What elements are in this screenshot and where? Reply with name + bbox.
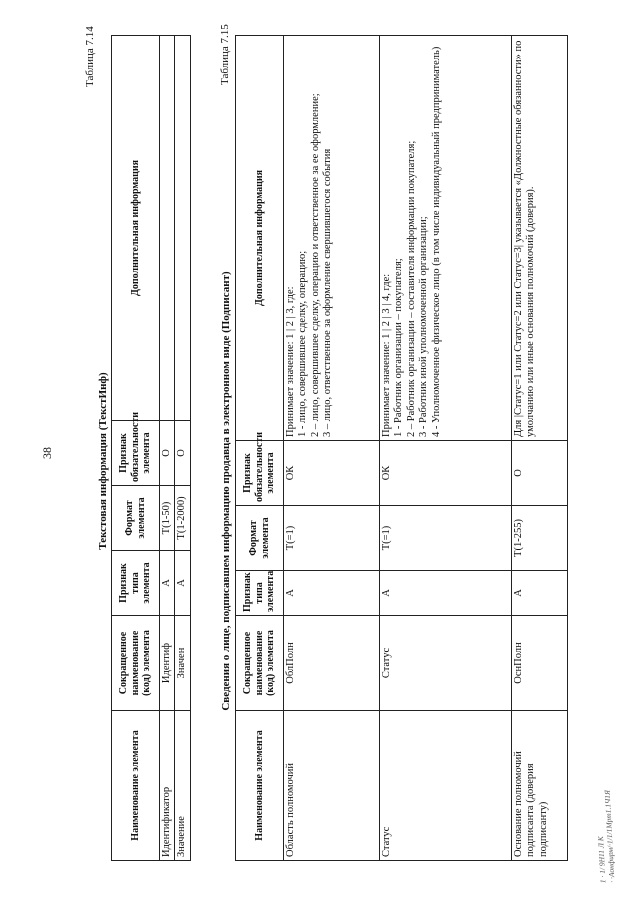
cell-format: Т(=1) [284,506,380,571]
cell-format: Т(1-2000) [175,486,190,551]
cell-info [175,36,190,421]
handwritten-footnote: 1 · 1/ 9Н11 Л К · ·Аонфирм/·1/1/1Мрт1.1Ч1Я [595,789,617,884]
header-code: Сокращенное наименование (код) элемента [112,616,160,711]
cell-name: Область полномочий [284,711,380,861]
cell-code: Значен [175,616,190,711]
cell-type: А [380,571,512,616]
cell-name: Основание полномочий подписанта (доверия подписанту) [512,711,568,861]
cell-required: О [160,421,175,486]
cell-required: ОК [380,441,512,506]
cell-type: А [160,551,175,616]
header-type: Признак типа элемента [112,551,160,616]
cell-info: Принимает значение: 1 | 2 | 3 | 4, где: 1 - Работник организации – покупателя; 2 – Работник организации – составителя информации покупателя; 3 - Работник иной уполномоченной организации; 4 - Уполномоченное физическое лицо (в том числе индивидуальный предприниматель) [380,36,512,441]
cell-code: Идентиф [160,616,175,711]
table-row [512,36,568,861]
table-header-row [112,36,160,861]
cell-required: ОК [284,441,380,506]
cell-format: Т(1-50) [160,486,175,551]
table-header-row [236,36,284,861]
cell-required: О [512,441,568,506]
table-row [175,36,190,861]
header-format: Формат элемента [112,486,160,551]
cell-format: Т(=1) [380,506,512,571]
page-number: 38 [40,447,54,459]
cell-name: Статус [380,711,512,861]
header-code: Сокращенное наименование (код) элемента [236,616,284,711]
header-name: Наименование элемента [236,711,284,861]
header-required: Признак обязательности элемента [236,441,284,506]
table-7-14-title: Текстовая информация (ТекстИнф) [97,372,109,550]
table-7-15-label: Таблица 7.15 [219,24,231,85]
header-name: Наименование элемента [112,711,160,861]
cell-info [160,36,175,421]
cell-type: А [512,571,568,616]
cell-required: О [175,421,190,486]
cell-code: ОблПолн [284,616,380,711]
cell-info: Принимает значение: 1 | 2 | 3, где: 1 - лицо, совершившее сделку, операцию; 2 – лицо, совершившее сделку, операцию и ответственное за ее оформление; 3 – лицо, ответственное за оформление свершившегося события [284,36,380,441]
table-7-14-label: Таблица 7.14 [84,26,96,87]
cell-code: ОснПолн [512,616,568,711]
cell-name: Значение [175,711,190,861]
header-info: Дополнительная информация [112,36,160,421]
table-7-15-title: Сведения о лице, подписавшем информацию продавца в электронном виде (Подписант) [220,271,232,711]
table-row [160,36,175,861]
table-7-15 [235,35,568,861]
header-info: Дополнительная информация [236,36,284,441]
header-format: Формат элемента [236,506,284,571]
cell-format: Т(1-255) [512,506,568,571]
cell-type: А [175,551,190,616]
header-type: Признак типа элемента [236,571,284,616]
table-row [284,36,380,861]
table-7-14 [111,35,191,861]
cell-name: Идентификатор [160,711,175,861]
cell-code: Статус [380,616,512,711]
cell-type: А [284,571,380,616]
cell-info: Для |Статус=1 или Статус=2 или Статус=3| указывается «Должностные обязанности» по умолчанию или иные основания полномочий (доверия). [512,36,568,441]
header-required: Признак обязательности элемента [112,421,160,486]
table-row [380,36,512,861]
